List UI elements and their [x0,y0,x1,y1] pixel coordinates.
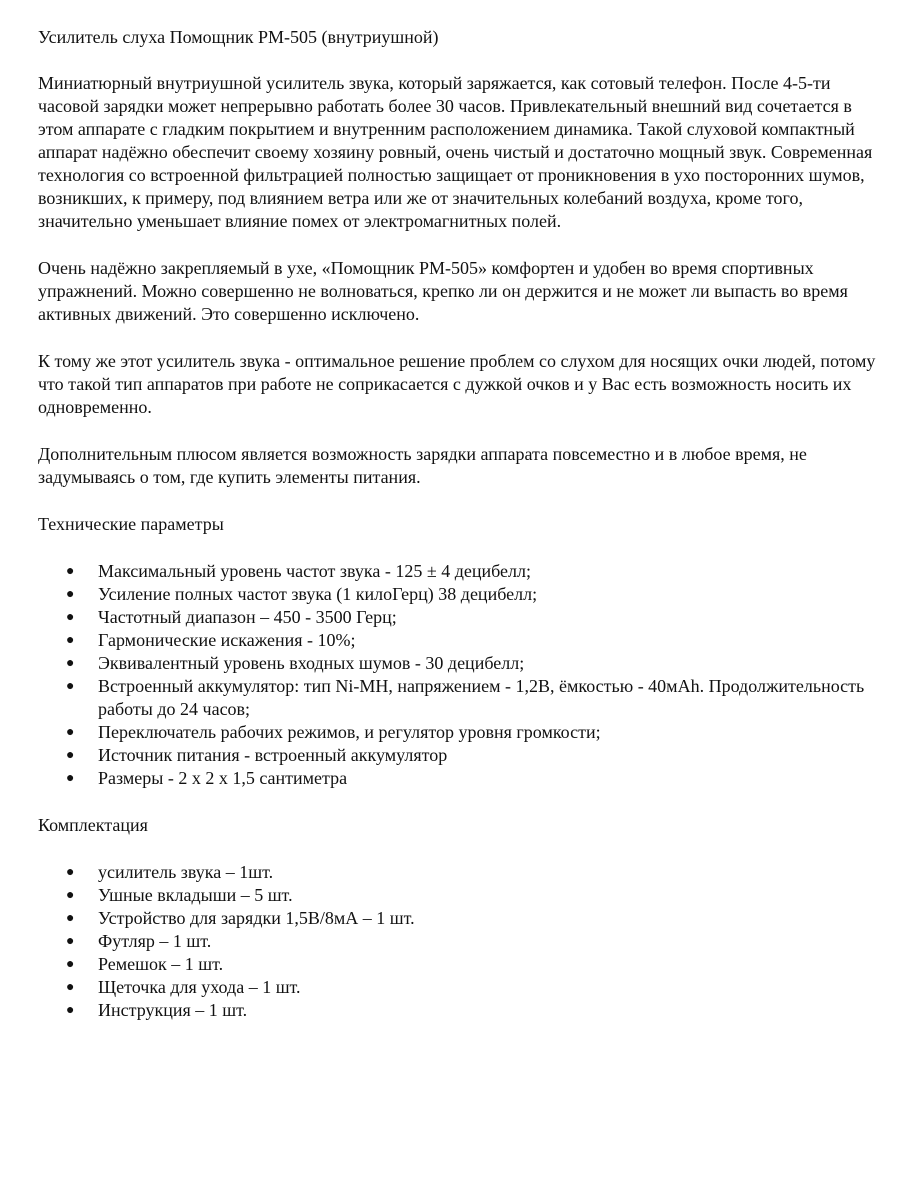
bullet-icon: ● [66,957,75,972]
list-item [38,583,880,606]
list-item [38,953,880,976]
spec-text: Частотный диапазон – 450 - 3500 Герц; [98,607,397,627]
list-item [38,652,880,675]
bullet-icon: ● [66,679,75,694]
bullet-icon: ● [66,771,75,786]
paragraph-glasses: К тому же этот усилитель звука - оптимальное решение проблем со слухом для носящих очки людей, потому что такой тип аппаратов при работе не соприкасается с дужкой очков и у Вас есть возможность носить их одновременно. [38,351,876,417]
kit-text: Ушные вкладыши – 5 шт. [98,885,293,905]
spacer [38,49,880,72]
spacer [38,326,880,350]
list-item [38,907,880,930]
spec-text: Гармонические искажения - 10%; [98,630,356,650]
kit-text: Щеточка для ухода – 1 шт. [98,977,301,997]
bullet-icon: ● [66,911,75,926]
spacer [38,489,880,513]
document-title: Усилитель слуха Помощник РМ-505 (внутриушной) [38,27,439,47]
bullet-icon: ● [66,610,75,625]
bullet-icon: ● [66,564,75,579]
spec-text: Переключатель рабочих режимов, и регулятор уровня громкости; [98,722,601,742]
spec-text: Эквивалентный уровень входных шумов - 30 децибелл; [98,653,525,673]
spacer [38,837,880,861]
spacer [38,536,880,560]
bullet-icon: ● [66,934,75,949]
list-item [38,976,880,999]
list-item [38,884,880,907]
bullet-icon: ● [66,980,75,995]
spec-text: Размеры - 2 х 2 х 1,5 сантиметра [98,768,348,788]
list-item [38,861,880,884]
spec-text: Источник питания - встроенный аккумулятор [98,745,448,765]
kit-text: усилитель звука – 1шт. [98,862,274,882]
bullet-icon: ● [66,748,75,763]
bullet-icon: ● [66,1003,75,1018]
spec-text: Максимальный уровень частот звука - 125 ± 4 децибелл; [98,561,532,581]
list-item [38,560,880,583]
list-item [38,629,880,652]
bullet-icon: ● [66,865,75,880]
bullet-icon: ● [66,656,75,671]
spacer [38,419,880,443]
specs-heading: Технические параметры [38,514,224,534]
spec-text: Усиление полных частот звука (1 килоГерц) 38 децибелл; [98,584,538,604]
list-item [38,999,880,1022]
spec-text: Встроенный аккумулятор: тип Ni-MH, напряжением - 1,2В, ёмкостью - 40мАh. Продолжительность работы до 24 часов; [98,676,865,719]
kit-text: Футляр – 1 шт. [98,931,212,951]
list-item [38,721,880,744]
list-item [38,606,880,629]
kit-list [38,861,880,1022]
bullet-icon: ● [66,725,75,740]
list-item [38,675,880,721]
bullet-icon: ● [66,587,75,602]
paragraph-description: Миниатюрный внутриушной усилитель звука, который заряжается, как сотовый телефон. После 4-5-ти часовой зарядки может непрерывно работать более 30 часов. Привлекательный внешний вид сочетается в этом аппарате с гладким покрытием и внутренним расположением динамика. Такой слуховой компактный аппарат надёжно обеспечит своему хозяину ровный, очень чистый и достаточно мощный звук. Современная технология со встроенной фильтрацией полностью защищает от проникновения в ухо посторонних шумов, возникших, к примеру, под влиянием ветра или же от значительных колебаний воздуха, кроме того, значительно уменьшает влияние помех от электромагнитных полей. [38,73,873,231]
kit-heading: Комплектация [38,815,148,835]
list-item [38,930,880,953]
kit-text: Инструкция – 1 шт. [98,1000,248,1020]
bullet-icon: ● [66,888,75,903]
specs-list [38,560,880,790]
paragraph-charging: Дополнительным плюсом является возможность зарядки аппарата повсеместно и в любое время, не задумываясь о том, где купить элементы питания. [38,444,807,487]
spacer [38,790,880,814]
list-item [38,767,880,790]
spacer [38,233,880,257]
kit-text: Ремешок – 1 шт. [98,954,224,974]
kit-text: Устройство для зарядки 1,5В/8мА – 1 шт. [98,908,415,928]
document-page [38,26,880,1022]
list-item [38,744,880,767]
bullet-icon: ● [66,633,75,648]
paragraph-fit: Очень надёжно закрепляемый в ухе, «Помощник РМ-505» комфортен и удобен во время спортивных упражнений. Можно совершенно не волноваться, крепко ли он держится и не может ли выпасть во время активных движений. Это совершенно исключено. [38,258,848,324]
